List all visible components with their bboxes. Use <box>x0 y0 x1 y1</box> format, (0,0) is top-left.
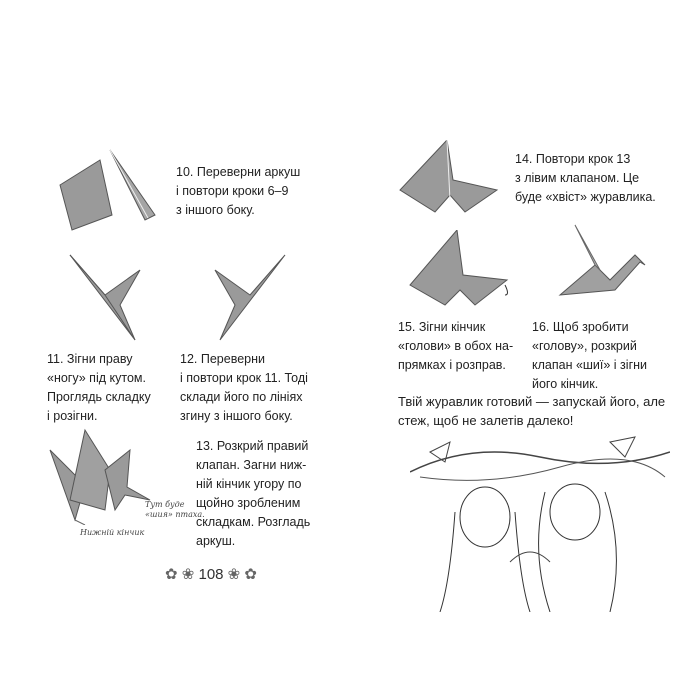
step-11-text: 11. Зігни праву «ногу» під кутом. Проглядь складку і розігни. <box>47 352 151 423</box>
step-14-figure <box>395 140 505 220</box>
step-12-text: 12. Переверни і повтори крок 11. Тоді склади його по лініях згину з іншого боку. <box>180 352 308 423</box>
step-12-figure <box>205 250 290 345</box>
step-14-text: 14. Повтори крок 13 з лівим клапаном. Це буде «хвіст» журавлика. <box>515 152 656 204</box>
flower-ornament-icon: ✿ ❀ <box>165 566 199 583</box>
step-13-text: 13. Розкрий правий клапан. Загни ниж- ній кінчик угору по щойно зробленим складкам. Розгладь аркуш. <box>196 439 311 548</box>
step-13-figure <box>45 425 160 525</box>
neck-annotation: Тут буде «шия» птаха. <box>145 500 205 519</box>
step-11-figure <box>65 250 150 345</box>
finished-crane-figure <box>555 220 650 300</box>
page-number-text: 108 <box>198 566 224 583</box>
lower-tip-annotation: Нижній кінчик <box>80 528 145 537</box>
step-16-text: 16. Щоб зробити «голову», розкрий клапан «шиї» і зігни його кінчик. <box>532 320 648 391</box>
step-15-text: 15. Зігни кінчик «голови» в обох на- прямках і розправ. <box>398 320 514 372</box>
page-number <box>165 565 257 583</box>
girls-illustration <box>410 432 670 612</box>
flower-ornament-icon: ❀ ✿ <box>223 566 257 583</box>
step-15-figure <box>405 230 515 310</box>
step-10-figure <box>50 130 160 240</box>
closing-text: Твій журавлик готовий — запускай його, але стеж, щоб не залетів далеко! <box>398 394 666 428</box>
step-10-text: 10. Переверни аркуш і повтори кроки 6–9 з іншого боку. <box>176 165 301 217</box>
